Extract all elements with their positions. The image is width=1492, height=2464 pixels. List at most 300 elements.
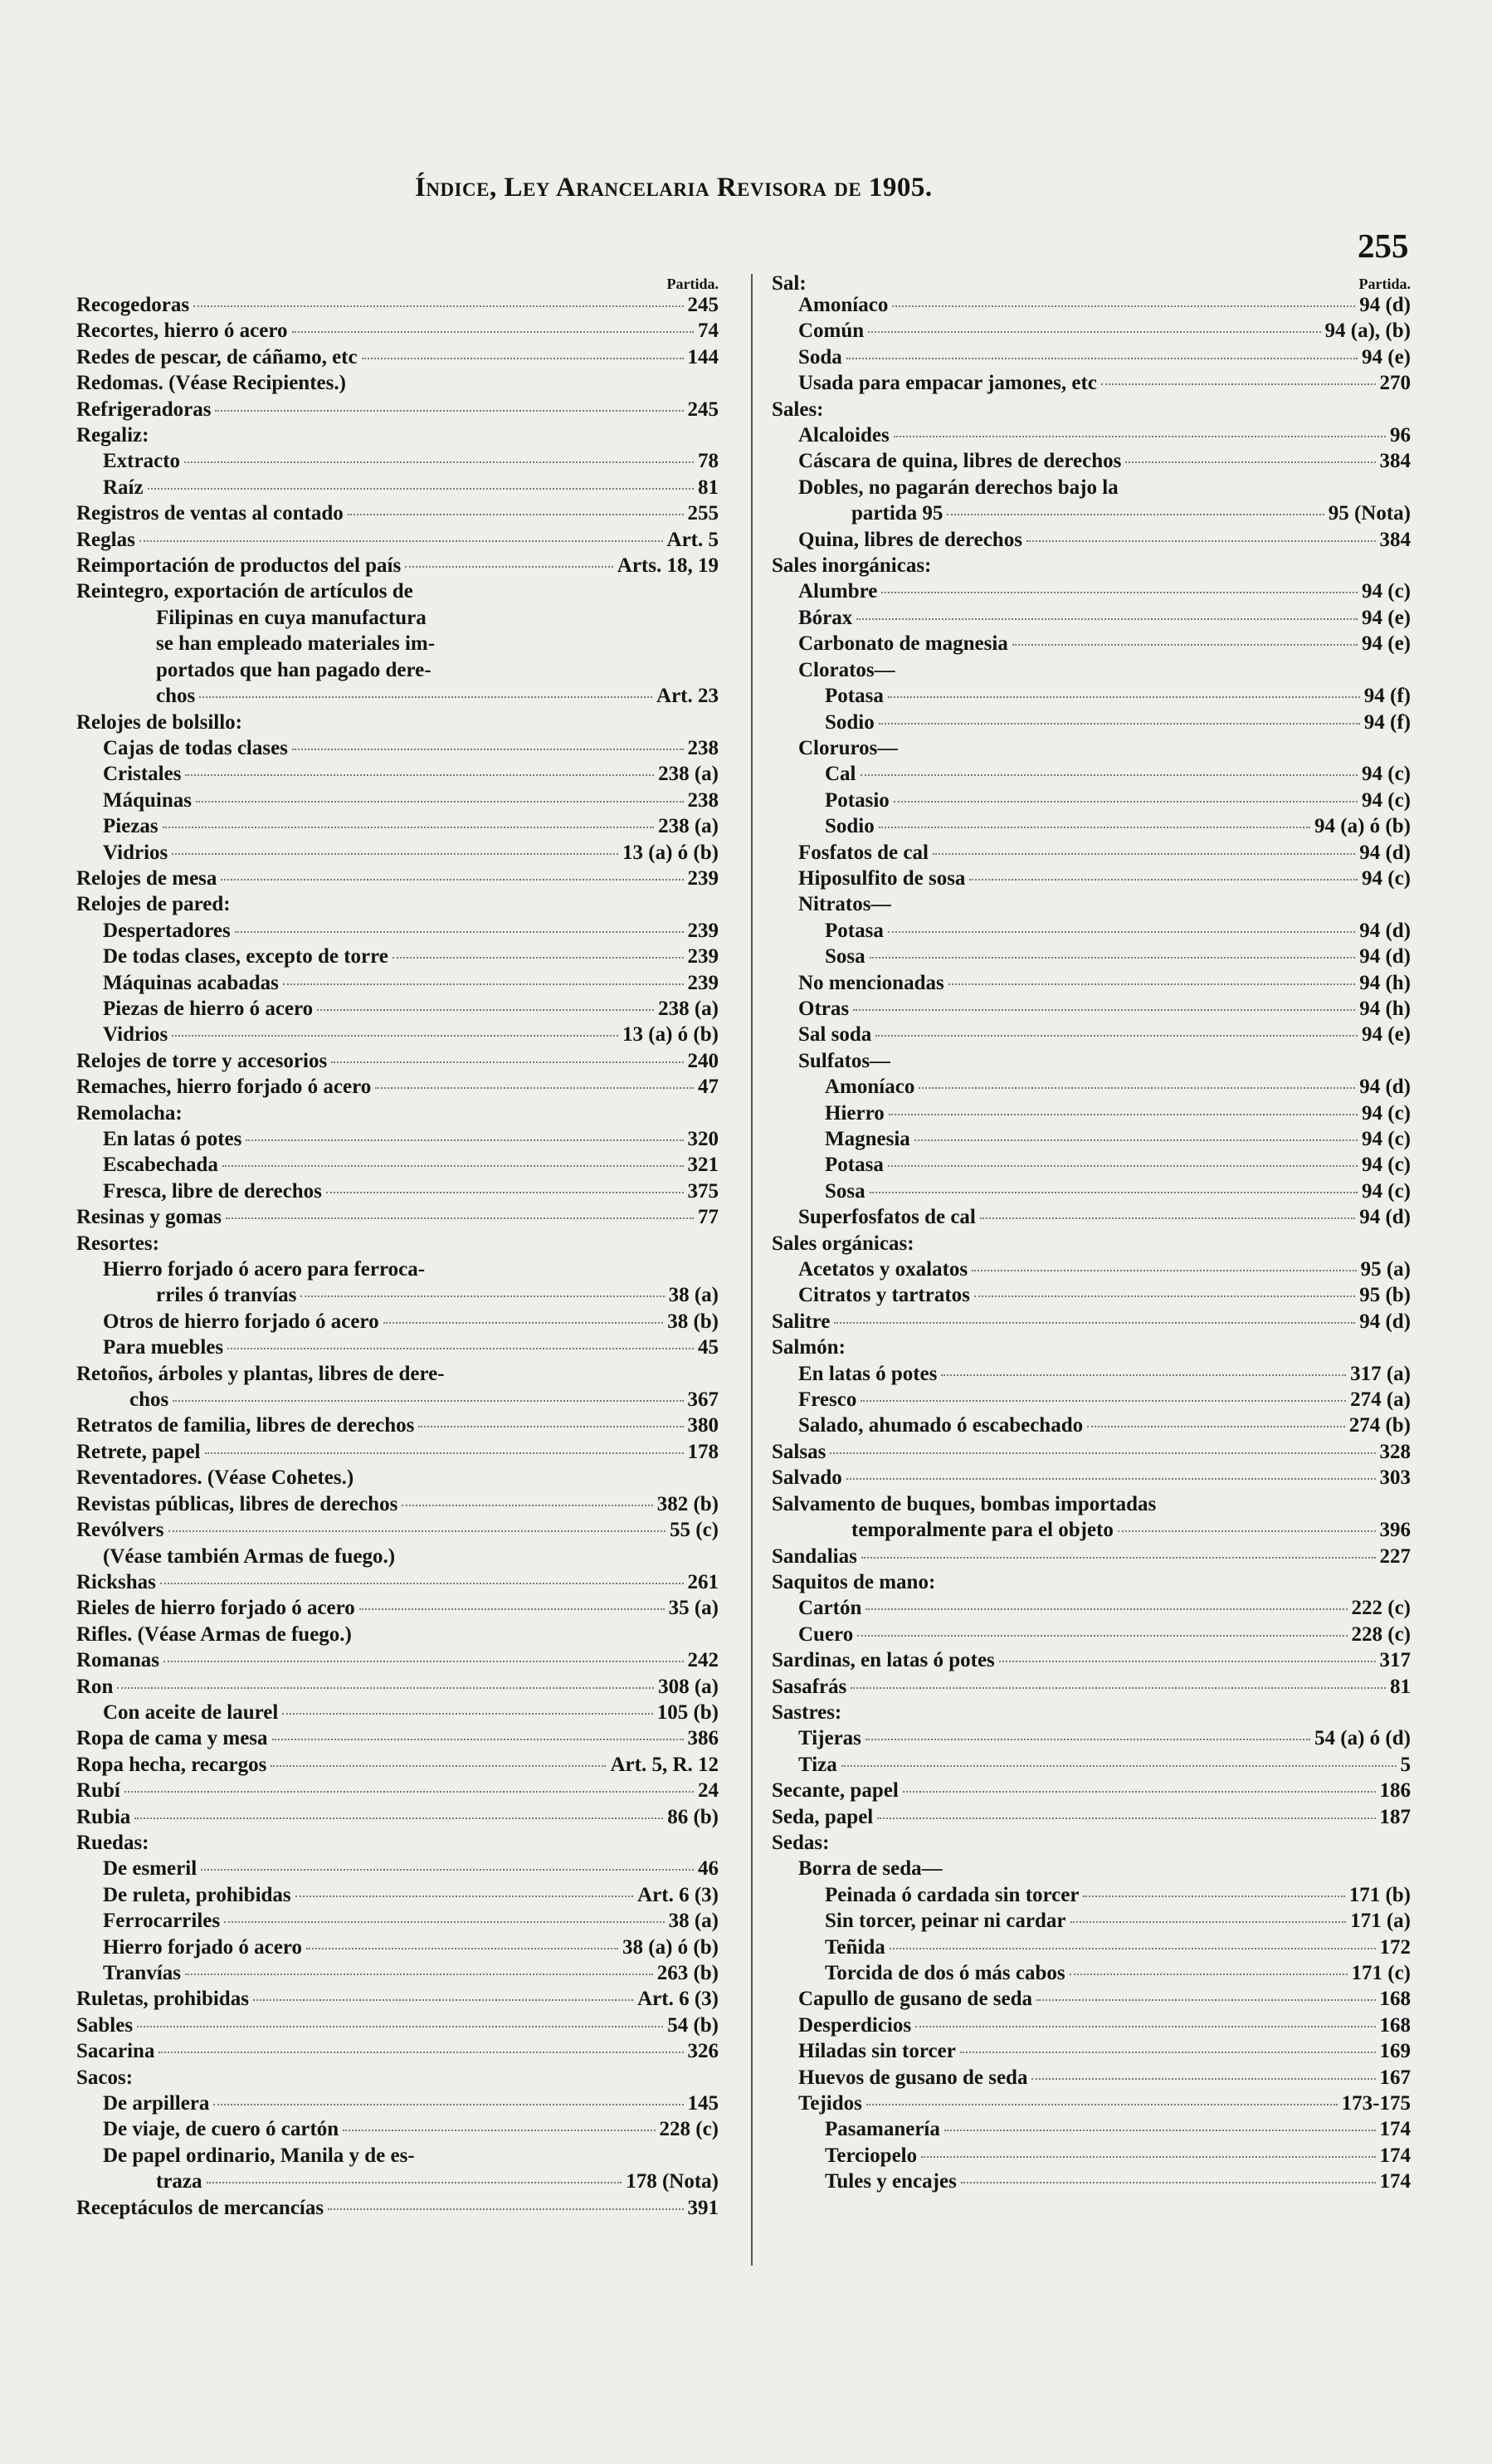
leader-dots [272, 1739, 684, 1740]
leader-dots [841, 1765, 1397, 1767]
entry-term: Refrigeradoras [76, 398, 212, 421]
column-heading-label: Sal: [772, 272, 807, 295]
entry-reference: 382 (b) [656, 1492, 719, 1515]
entry-term: Magnesia [825, 1128, 910, 1150]
index-entry [76, 1465, 719, 1491]
index-entry [772, 1413, 1411, 1438]
entry-term: Relojes de bolsillo: [76, 710, 242, 734]
index-entry [76, 2195, 719, 2221]
leader-dots [856, 618, 1358, 620]
entry-reference: 171 (c) [1351, 1962, 1411, 1984]
leader-dots [980, 1217, 1355, 1219]
entry-term: Retrete, papel [76, 1440, 201, 1463]
entry-reference: 240 [687, 1049, 719, 1072]
leader-dots [877, 1818, 1375, 1819]
entry-term: Ropa de cama y mesa [76, 1727, 268, 1750]
entry-term: De todas clases, excepto de torre [103, 945, 388, 969]
entry-term: Hierro [825, 1101, 885, 1125]
leader-dots [292, 331, 694, 333]
index-entry [772, 1048, 1411, 1074]
leader-dots [865, 1608, 1347, 1610]
index-entry [772, 475, 1411, 500]
index-entry [772, 1935, 1411, 1960]
entry-reference: 94 (h) [1359, 997, 1411, 1020]
entry-term: Rifles. (Véase Armas de fuego.) [76, 1622, 352, 1646]
entry-reference: 94 (c) [1362, 788, 1411, 812]
entry-reference: 321 [687, 1154, 719, 1177]
entry-term: De ruleta, prohibidas [103, 1883, 291, 1906]
leader-dots [383, 1322, 664, 1324]
index-entry [772, 578, 1411, 604]
index-entry [76, 500, 719, 526]
index-entry [772, 866, 1411, 891]
index-entry [76, 657, 719, 683]
entry-term: Regaliz: [76, 424, 149, 447]
index-entry [76, 1700, 719, 1725]
index-entry [772, 1126, 1411, 1152]
entry-term: Revólvers [76, 1519, 164, 1542]
entry-term: partida 95 [851, 502, 943, 525]
entry-term: No mencionadas [798, 971, 944, 994]
index-entry [76, 1334, 719, 1360]
entry-reference: 169 [1379, 2040, 1411, 2063]
entry-term: De viaje, de cuero ó cartón [103, 2118, 339, 2141]
leader-dots [1087, 1426, 1345, 1427]
entry-reference: 326 [687, 2040, 719, 2063]
entry-reference: 245 [687, 294, 719, 316]
entry-reference: 96 [1390, 424, 1411, 447]
entry-term: Relojes de pared: [76, 893, 231, 916]
index-entry [772, 1986, 1411, 2012]
index-entry [76, 918, 719, 944]
leader-dots [292, 749, 684, 750]
entry-reference: 320 [687, 1128, 719, 1150]
entry-reference: 94 (c) [1362, 580, 1411, 603]
leader-dots [226, 1217, 694, 1219]
entry-term: Registros de ventas al contado [76, 502, 344, 525]
index-entry [76, 1231, 719, 1256]
entry-reference: 38 (b) [667, 1310, 719, 1333]
index-entry [772, 1204, 1411, 1230]
entry-reference: 94 (d) [1359, 841, 1411, 864]
index-entry [76, 475, 719, 500]
index-entry [76, 422, 719, 448]
leader-dots [215, 410, 683, 412]
entry-term: Despertadores [103, 919, 231, 942]
entry-reference: 171 (a) [1350, 1910, 1411, 1933]
entry-term: Romanas [76, 1649, 160, 1672]
entry-term: Fresca, libre de derechos [103, 1179, 322, 1203]
index-entries-right [772, 292, 1411, 2195]
index-entry [772, 813, 1411, 839]
entry-reference: 317 (a) [1350, 1362, 1411, 1385]
entry-reference: 303 [1379, 1466, 1411, 1490]
index-entry [76, 344, 719, 370]
entry-term: Amoníaco [825, 1076, 915, 1099]
entry-reference: 94 (d) [1359, 945, 1411, 969]
index-entry [772, 1231, 1411, 1256]
entry-reference: 380 [687, 1414, 719, 1437]
index-entry [772, 422, 1411, 448]
entry-term: Bórax [798, 606, 853, 629]
entry-term: Relojes de torre y accesorios [76, 1049, 328, 1072]
entry-reference: 94 (c) [1362, 1128, 1411, 1150]
index-entry [772, 996, 1411, 1022]
entry-reference: 274 (a) [1350, 1388, 1411, 1412]
index-entry [772, 1100, 1411, 1126]
index-entry [772, 2065, 1411, 2091]
entry-term: Soda [798, 345, 842, 368]
index-entry [772, 840, 1411, 866]
entry-term: En latas ó potes [798, 1362, 938, 1385]
entry-term: Fresco [798, 1388, 857, 1412]
entry-reference: 238 [687, 788, 719, 812]
index-entry [76, 840, 719, 866]
entry-term: Ferrocarriles [103, 1910, 221, 1933]
page-number: 255 [1358, 227, 1409, 265]
index-entry [76, 1804, 719, 1830]
entry-reference: 38 (a) [668, 1284, 719, 1307]
entry-reference: 270 [1379, 372, 1411, 395]
page-header: Índice, Ley Arancelaria Revisora de 1905. [415, 173, 933, 202]
index-entry [76, 553, 719, 578]
index-entry [76, 2143, 719, 2169]
index-entry [76, 605, 719, 631]
entry-term: Redomas. (Véase Recipientes.) [76, 372, 346, 395]
leader-dots [846, 358, 1358, 359]
index-entry [772, 1178, 1411, 1204]
leader-dots [207, 2182, 622, 2183]
entry-term: Sosa [825, 945, 865, 969]
leader-dots [222, 1165, 684, 1167]
leader-dots [163, 1661, 683, 1662]
entry-term: Máquinas acabadas [103, 971, 279, 994]
entry-reference: 172 [1379, 1935, 1411, 1959]
entry-reference: 94 (d) [1359, 919, 1411, 942]
entry-term: De esmeril [103, 1857, 197, 1881]
entry-term: Hierro forjado ó acero [103, 1935, 302, 1959]
entry-term: Citratos y tartratos [798, 1284, 970, 1307]
entry-reference: 396 [1379, 1519, 1411, 1542]
index-entry [76, 866, 719, 891]
entry-reference: 245 [687, 398, 719, 421]
column-heading: Partida. [1358, 276, 1411, 292]
leader-dots [163, 827, 654, 828]
entry-term: Capullo de gusano de seda [798, 1988, 1033, 2011]
entry-term: Piezas de hierro ó acero [103, 997, 314, 1020]
index-entry [76, 1100, 719, 1126]
entry-reference: 174 [1379, 2170, 1411, 2193]
entry-term: Reimportación de productos del país [76, 554, 402, 578]
leader-dots [137, 2026, 663, 2027]
entry-term: Redes de pescar, de cáñamo, etc [76, 345, 358, 368]
leader-dots [235, 931, 684, 933]
leader-dots [974, 1295, 1355, 1297]
entry-term: Sin torcer, peinar ni cardar [825, 1910, 1066, 1933]
entry-term: Sedas: [772, 1831, 830, 1854]
entry-reference: 222 (c) [1351, 1597, 1411, 1620]
index-entry [76, 1309, 719, 1334]
index-entry [76, 1752, 719, 1778]
entry-term: Retratos de familia, libres de derechos [76, 1414, 415, 1437]
leader-dots [1070, 1974, 1348, 1975]
entry-term: Cuero [798, 1622, 854, 1646]
entry-term: Quina, libres de derechos [798, 528, 1022, 551]
leader-dots [158, 2052, 683, 2053]
entry-term: Potasa [825, 919, 884, 942]
index-entry [772, 2116, 1411, 2142]
entry-term: temporalmente para el objeto [851, 1519, 1114, 1542]
entry-reference: 384 [1379, 528, 1411, 551]
index-column-left [76, 276, 719, 2221]
entry-reference: 46 [698, 1857, 719, 1881]
entry-reference: 261 [687, 1570, 719, 1593]
entry-term: Vidrios [103, 1023, 168, 1047]
entry-term: Recogedoras [76, 294, 190, 316]
entry-term: chos [129, 1388, 169, 1412]
leader-dots [948, 983, 1355, 985]
index-entry [772, 1256, 1411, 1282]
leader-dots [866, 2104, 1338, 2105]
entry-reference: 187 [1379, 1805, 1411, 1828]
entry-term: Sal soda [798, 1023, 872, 1047]
entry-reference: 144 [687, 345, 719, 368]
entry-term: Salvamento de buques, bombas importadas [772, 1492, 1157, 1515]
index-entry [76, 1622, 719, 1647]
leader-dots [201, 1869, 694, 1871]
entry-term: Borra de seda— [798, 1857, 943, 1881]
index-entry [772, 761, 1411, 787]
entry-term: Resinas y gomas [76, 1206, 222, 1229]
leader-dots [328, 2208, 683, 2210]
entry-reference: 105 (b) [656, 1700, 719, 1724]
index-entry [76, 1256, 719, 1282]
entry-reference: 386 [687, 1727, 719, 1750]
entry-term: Hiladas sin torcer [798, 2040, 956, 2063]
index-entry [76, 2169, 719, 2194]
leader-dots [205, 1452, 684, 1454]
entry-term: Otros de hierro forjado ó acero [103, 1310, 379, 1333]
index-entry [772, 318, 1411, 344]
index-entry [76, 370, 719, 396]
entry-term: Otras [798, 997, 850, 1020]
leader-dots [199, 696, 652, 698]
entry-term: Alcaloides [798, 424, 890, 447]
index-entry [76, 318, 719, 344]
index-entry [76, 1204, 719, 1230]
leader-dots [1026, 540, 1376, 542]
entry-reference: 174 [1379, 2118, 1411, 2141]
index-entry [772, 1725, 1411, 1751]
entry-reference: 171 (b) [1348, 1883, 1411, 1906]
index-entry [772, 1674, 1411, 1700]
index-entry [772, 1752, 1411, 1778]
index-entry [76, 891, 719, 917]
leader-dots [117, 1687, 654, 1689]
entry-reference: 47 [698, 1076, 719, 1099]
index-entry [772, 2091, 1411, 2116]
index-entry [76, 1882, 719, 1908]
index-entry [772, 1882, 1411, 1908]
entry-term: Tranvías [103, 1962, 181, 1984]
entry-reference: 168 [1379, 2013, 1411, 2037]
leader-dots [933, 853, 1355, 855]
entry-term: Carbonato de magnesia [798, 632, 1008, 656]
entry-term: Resortes: [76, 1232, 159, 1255]
entry-reference: 167 [1379, 2066, 1411, 2089]
index-entry [772, 527, 1411, 553]
entry-reference: 328 [1379, 1440, 1411, 1463]
entry-reference: 239 [687, 971, 719, 994]
index-entry [772, 970, 1411, 996]
index-entry [76, 788, 719, 813]
entry-reference: 74 [698, 320, 719, 343]
index-entry [76, 1595, 719, 1621]
entry-reference: 308 (a) [658, 1675, 719, 1698]
index-entry [772, 1960, 1411, 1986]
leader-dots [271, 1765, 606, 1767]
leader-dots [941, 1374, 1346, 1376]
leader-dots [846, 1478, 1376, 1480]
entry-reference: 95 (Nota) [1328, 502, 1411, 525]
index-entry [76, 397, 719, 422]
entry-reference: 94 (h) [1359, 971, 1411, 994]
index-entry [772, 944, 1411, 969]
leader-dots [969, 879, 1358, 881]
leader-dots [331, 1061, 683, 1063]
leader-dots [134, 1818, 663, 1819]
index-entry [76, 292, 719, 318]
entry-term: Rubí [76, 1779, 120, 1803]
entry-reference: 94 (d) [1359, 294, 1411, 316]
entry-reference: 255 [687, 502, 719, 525]
index-entry [772, 344, 1411, 370]
leader-dots [193, 305, 683, 307]
entry-term: Dobles, no pagarán derechos bajo la [798, 476, 1119, 499]
entry-reference: 45 [698, 1336, 719, 1359]
entry-term: Sodio [825, 710, 875, 734]
entry-reference: 317 [1379, 1649, 1411, 1672]
entry-term: Cloruros— [798, 736, 899, 759]
leader-dots [830, 1452, 1375, 1454]
index-entry [76, 1674, 719, 1700]
index-entry [76, 2013, 719, 2038]
entry-term: Ropa hecha, recargos [76, 1753, 267, 1776]
leader-dots [172, 1035, 618, 1037]
leader-dots [890, 1948, 1376, 1949]
index-entry [772, 2013, 1411, 2038]
entry-reference: 186 [1379, 1779, 1411, 1803]
entry-reference: Art. 5, R. 12 [610, 1753, 719, 1776]
leader-dots [253, 1999, 633, 2001]
leader-dots [944, 2130, 1376, 2131]
entry-term: (Véase también Armas de fuego.) [103, 1544, 396, 1568]
index-entry [76, 1048, 719, 1074]
leader-dots [283, 983, 684, 985]
entry-reference: 94 (f) [1363, 685, 1411, 708]
entry-term: Cal [825, 763, 856, 786]
entry-term: Sales: [772, 398, 824, 421]
entry-reference: 239 [687, 945, 719, 969]
index-entry [76, 813, 719, 839]
index-entry [76, 1282, 719, 1308]
entry-reference: Art. 6 (3) [637, 1988, 719, 2011]
entry-reference: Art. 6 (3) [637, 1883, 719, 1906]
leader-dots [879, 827, 1310, 828]
entry-reference: 94 (a), (b) [1324, 320, 1411, 343]
entry-reference: 227 [1379, 1544, 1411, 1568]
leader-dots [1083, 1896, 1344, 1897]
entry-reference: 94 (c) [1362, 866, 1411, 890]
entry-reference: 55 (c) [670, 1519, 719, 1542]
entry-term: Sables [76, 2013, 134, 2037]
entry-reference: 94 (c) [1362, 1101, 1411, 1125]
entry-term: Sales inorgánicas: [772, 554, 932, 578]
entry-term: Recortes, hierro ó acero [76, 320, 288, 343]
index-entry [772, 500, 1411, 526]
entry-term: Pasamanería [825, 2118, 940, 2141]
index-entry [772, 1856, 1411, 1881]
entry-reference: 95 (b) [1359, 1284, 1411, 1307]
entry-reference: 367 [687, 1388, 719, 1412]
entry-reference: 228 (c) [1351, 1622, 1411, 1646]
entry-term: Con aceite de laurel [103, 1700, 279, 1724]
index-entry [76, 1544, 719, 1569]
leader-dots [173, 1400, 683, 1402]
entry-term: Sacarina [76, 2040, 155, 2063]
index-entry [772, 1387, 1411, 1413]
leader-dots [919, 1087, 1355, 1089]
entry-reference: 54 (a) ó (d) [1314, 1727, 1411, 1750]
index-entry [76, 1986, 719, 2012]
index-entry [772, 605, 1411, 631]
entry-term: Sales orgánicas: [772, 1232, 914, 1255]
leader-dots [168, 1530, 666, 1532]
index-entry [76, 1022, 719, 1047]
leader-dots [961, 2182, 1376, 2183]
entry-reference: 78 [698, 450, 719, 473]
entry-term: Escabechada [103, 1154, 218, 1177]
entry-term: se han empleado materiales im- [156, 632, 436, 656]
leader-dots [1118, 1530, 1376, 1532]
entry-reference: 238 (a) [658, 763, 719, 786]
index-entry [772, 1439, 1411, 1465]
index-entry [772, 1595, 1411, 1621]
entry-term: Retoños, árboles y plantas, libres de dere- [76, 1362, 445, 1385]
index-entry [76, 1569, 719, 1595]
entry-reference: 274 (b) [1348, 1414, 1411, 1437]
leader-dots [875, 1035, 1358, 1037]
leader-dots [418, 1426, 683, 1427]
entry-term: Remolacha: [76, 1101, 183, 1125]
leader-dots [870, 1192, 1358, 1193]
entry-term: Peinada ó cardada sin torcer [825, 1883, 1080, 1906]
leader-dots [124, 1791, 694, 1793]
entry-term: Terciopelo [825, 2144, 918, 2167]
index-entry [772, 2143, 1411, 2169]
index-entry [76, 2091, 719, 2116]
leader-dots [972, 1270, 1356, 1271]
entry-term: Común [798, 320, 865, 343]
leader-dots [903, 1791, 1376, 1793]
index-entry [76, 1830, 719, 1856]
entry-reference: 94 (d) [1359, 1310, 1411, 1333]
index-entry [772, 1830, 1411, 1856]
entry-reference: Arts. 18, 19 [617, 554, 719, 578]
entry-term: Rieles de hierro forjado ó acero [76, 1597, 355, 1620]
entry-term: Cáscara de quina, libres de derechos [798, 450, 1122, 473]
entry-term: Huevos de gusano de seda [798, 2066, 1028, 2089]
